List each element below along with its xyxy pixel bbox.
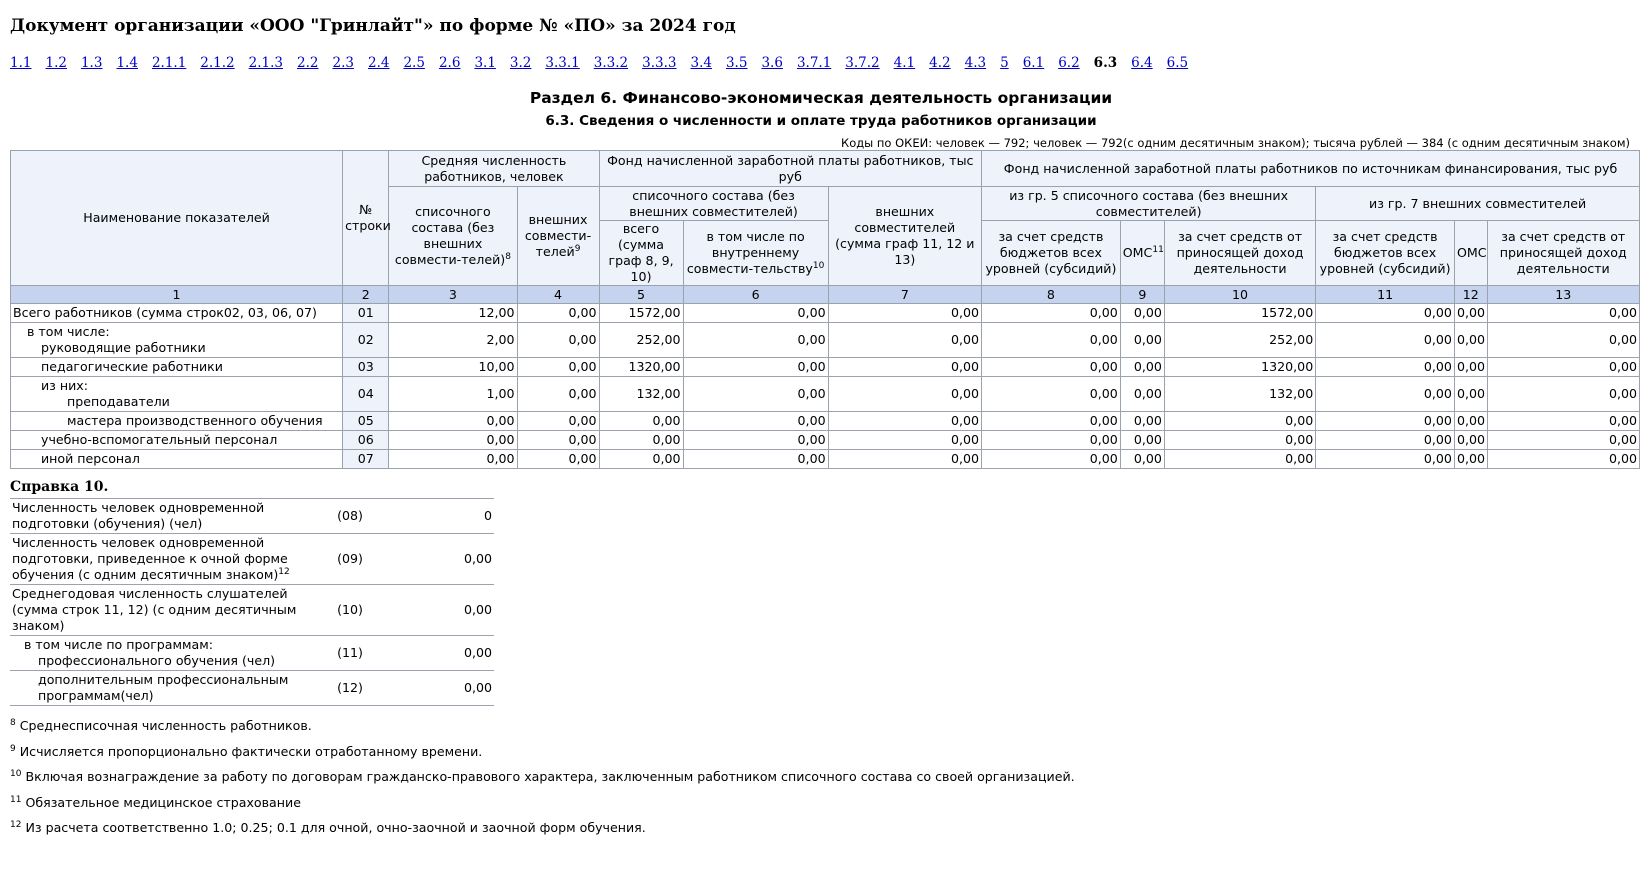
cell-value: 0,00: [1316, 412, 1455, 431]
cell-value: 0,00: [982, 323, 1121, 358]
cell-value: 0,00: [1454, 304, 1487, 323]
cell-value: 0,00: [1120, 450, 1164, 469]
column-number: 5: [599, 286, 683, 304]
cell-value: 0,00: [982, 412, 1121, 431]
cell-value: 0,00: [517, 412, 599, 431]
cell-value: 0,00: [1164, 412, 1315, 431]
reference-value: 0,00: [372, 671, 494, 706]
header-budget-5: за счет средств бюджетов всех уровней (субсидий): [982, 221, 1121, 286]
row-label-line: учебно-вспомогательный персонал: [41, 432, 278, 447]
cell-value: 0,00: [1120, 323, 1164, 358]
column-number: 7: [828, 286, 981, 304]
nav-link[interactable]: 2.3: [332, 55, 354, 71]
row-code: 07: [343, 450, 389, 469]
column-number: 3: [389, 286, 517, 304]
column-number: 12: [1454, 286, 1487, 304]
reference-label-line: Среднегодовая численность слушателей (сумма строк 11, 12) (с одним десятичным знаком): [12, 586, 297, 633]
cell-value: 0,00: [1454, 412, 1487, 431]
cell-value: 0,00: [1454, 358, 1487, 377]
table-row: [11, 304, 1640, 323]
cell-value: 0,00: [828, 377, 981, 412]
cell-value: 252,00: [1164, 323, 1315, 358]
reference-label-line: профессионального обучения (чел): [38, 653, 276, 668]
footnote: [10, 820, 646, 835]
row-code: 05: [343, 412, 389, 431]
header-fund-total: всего (сумма граф 8, 9, 10): [599, 221, 683, 286]
header-budget-7: за счет средств бюджетов всех уровней (субсидий): [1316, 221, 1455, 286]
row-label-line: иной персонал: [41, 451, 140, 466]
cell-value: 1320,00: [1164, 358, 1315, 377]
cell-value: 0,00: [599, 412, 683, 431]
table-row: [11, 431, 1640, 450]
column-number: 9: [1120, 286, 1164, 304]
reference-value: 0,00: [372, 534, 494, 585]
reference-label: [10, 585, 328, 636]
nav-link[interactable]: 1.4: [116, 55, 138, 71]
cell-value: 0,00: [1120, 412, 1164, 431]
cell-value: 0,00: [683, 304, 828, 323]
row-code: 04: [343, 377, 389, 412]
header-sources: Фонд начисленной заработной платы работников по источникам финансирования, тыс руб: [982, 151, 1640, 187]
column-number: 4: [517, 286, 599, 304]
cell-value: 0,00: [683, 431, 828, 450]
cell-value: 132,00: [599, 377, 683, 412]
row-code: 06: [343, 431, 389, 450]
header-name: Наименование показателей: [11, 151, 343, 286]
cell-value: 0,00: [1487, 412, 1639, 431]
cell-value: 0,00: [1487, 377, 1639, 412]
column-number: 6: [683, 286, 828, 304]
footnote-text: Включая вознаграждение за работу по договорам гражданско-правового характера, заключенным работником списочного состава со своей организацией.: [25, 769, 1075, 784]
cell-value: 0,00: [982, 450, 1121, 469]
staff-salary-table: [10, 150, 1640, 469]
reference-label-line: в том числе по программам:: [24, 637, 213, 652]
row-label-line: педагогические работники: [41, 359, 223, 374]
nav-link[interactable]: 2.1.1: [151, 55, 187, 71]
cell-value: 2,00: [389, 323, 517, 358]
reference-value: 0,00: [372, 636, 494, 671]
header-from-col5: из гр. 5 списочного состава (без внешних совместителей): [982, 187, 1316, 221]
header-fund-list: списочного состава (без внешних совместителей): [599, 187, 828, 221]
column-number: 2: [343, 286, 389, 304]
header-avg-count: Средняя численность работников, человек: [389, 151, 599, 187]
nav-link[interactable]: 4.2: [929, 55, 951, 71]
reference-code: (11): [328, 636, 372, 671]
cell-value: 0,00: [517, 304, 599, 323]
cell-value: 0,00: [982, 431, 1121, 450]
row-label-line: руководящие работники: [41, 340, 206, 355]
reference-label-line: дополнительным профессиональным программам(чел): [38, 672, 289, 703]
cell-value: 0,00: [1316, 304, 1455, 323]
footnote-text: Из расчета соответственно 1.0; 0.25; 0.1 для очной, очно-заочной и заочной форм обучения.: [25, 820, 646, 835]
reference-row: [10, 585, 494, 636]
table-row: [11, 377, 1640, 412]
cell-value: 0,00: [1120, 304, 1164, 323]
row-label-line: преподаватели: [67, 394, 170, 409]
row-code: 01: [343, 304, 389, 323]
cell-value: 0,00: [517, 358, 599, 377]
nav-link[interactable]: 3.7.2: [845, 55, 880, 71]
cell-value: 0,00: [1316, 323, 1455, 358]
header-oms-5: ОМС$^{11}$: [1120, 221, 1164, 286]
nav-link[interactable]: 3.6: [761, 55, 783, 71]
row-label-line: мастера производственного обучения: [67, 413, 323, 428]
cell-value: 0,00: [828, 450, 981, 469]
cell-value: 0,00: [1120, 377, 1164, 412]
header-income-5: за счет средств от приносящей доход деятельности: [1164, 221, 1315, 286]
nav-link[interactable]: 2.2: [297, 55, 319, 71]
cell-value: 0,00: [517, 377, 599, 412]
table-row: [11, 412, 1640, 431]
table-row: [11, 358, 1640, 377]
cell-value: 0,00: [828, 412, 981, 431]
footnote-number: 12: [10, 819, 22, 830]
cell-value: 0,00: [1316, 450, 1455, 469]
column-number: 8: [982, 286, 1121, 304]
reference-table: [10, 498, 494, 706]
header-income-7: за счет средств от приносящей доход деятельности: [1487, 221, 1639, 286]
cell-value: 0,00: [1316, 431, 1455, 450]
nav-link[interactable]: 3.7.1: [796, 55, 832, 71]
column-number: 11: [1316, 286, 1455, 304]
footnote: [10, 769, 1075, 784]
cell-value: 0,00: [982, 377, 1121, 412]
footnote: [10, 718, 312, 733]
nav-link[interactable]: 3.4: [690, 55, 712, 71]
cell-value: 0,00: [1120, 358, 1164, 377]
nav-link[interactable]: 4.3: [964, 55, 987, 71]
reference-code: (08): [328, 499, 372, 534]
nav-link[interactable]: 6.2: [1058, 55, 1080, 71]
footnote-number: 8: [10, 717, 16, 728]
reference-value: 0,00: [372, 585, 494, 636]
cell-value: 0,00: [683, 323, 828, 358]
cell-value: 0,00: [1164, 431, 1315, 450]
nav-link[interactable]: 1.3: [80, 55, 103, 71]
cell-value: 1572,00: [599, 304, 683, 323]
footnote-number: 10: [10, 768, 22, 779]
section-title: Раздел 6. Финансово-экономическая деятельность организации: [529, 89, 1113, 107]
nav-link[interactable]: 5: [1000, 55, 1009, 71]
cell-value: 0,00: [683, 450, 828, 469]
nav-link[interactable]: 3.3.3: [642, 55, 677, 71]
document-title: Документ организации «ООО "Гринлайт"» по форме № «ПО» за 2024 год: [10, 16, 736, 36]
footnote-number: 9: [10, 743, 16, 754]
row-code: 02: [343, 323, 389, 358]
reference-label: [10, 534, 328, 585]
header-fund-internal: в том числе по внутреннему совмести-тельству$^{10}$: [683, 221, 828, 286]
row-label-line: из них:: [41, 378, 88, 393]
cell-value: 0,00: [683, 358, 828, 377]
table-row: [11, 323, 1640, 358]
nav-link[interactable]: 2.4: [367, 55, 390, 71]
table-row: [11, 450, 1640, 469]
cell-value: 0,00: [389, 431, 517, 450]
cell-value: 0,00: [599, 431, 683, 450]
footnote: [10, 795, 301, 810]
reference-code: (09): [328, 534, 372, 585]
cell-value: 0,00: [1487, 323, 1639, 358]
reference-row: [10, 534, 494, 585]
nav-link[interactable]: 6.4: [1131, 55, 1153, 71]
header-fund: Фонд начисленной заработной платы работников, тыс руб: [599, 151, 982, 187]
cell-value: 0,00: [599, 450, 683, 469]
footnote-number: 11: [10, 794, 22, 805]
cell-value: 1572,00: [1164, 304, 1315, 323]
cell-value: 0,00: [1487, 358, 1639, 377]
cell-value: 0,00: [982, 304, 1121, 323]
nav-link[interactable]: 2.1.2: [200, 55, 235, 71]
header-external: внешних совмести-телей$^9$: [517, 187, 599, 286]
header-from-col7: из гр. 7 внешних совместителей: [1316, 187, 1640, 221]
nav-link[interactable]: 3.2: [509, 55, 532, 71]
row-label: [11, 323, 343, 358]
reference-label: [10, 499, 328, 534]
cell-value: 0,00: [1487, 431, 1639, 450]
nav-link[interactable]: 2.6: [438, 55, 461, 71]
section-navigation: [10, 55, 1202, 71]
cell-value: 0,00: [683, 412, 828, 431]
nav-link[interactable]: 2.1.3: [248, 55, 284, 71]
reference-label: [10, 636, 328, 671]
nav-link[interactable]: 1.2: [45, 55, 67, 71]
nav-link[interactable]: 2.5: [403, 55, 425, 71]
subsection-title: 6.3. Сведения о численности и оплате труда работников организации: [545, 113, 1097, 129]
nav-current-section: 6.3: [1093, 55, 1118, 71]
header-fund-external: внешних совместителей (сумма граф 11, 12 и 13): [828, 187, 981, 286]
reference-label-line: Численность человек одновременной подготовки, приведенное к очной форме обучения (с одним десятичным знаком): [12, 535, 288, 582]
column-number: 1: [11, 286, 343, 304]
row-code: 03: [343, 358, 389, 377]
column-number: 10: [1164, 286, 1315, 304]
cell-value: 0,00: [1487, 450, 1639, 469]
nav-link[interactable]: 6.5: [1166, 55, 1189, 71]
cell-value: 0,00: [1164, 450, 1315, 469]
footnote-text: Обязательное медицинское страхование: [25, 795, 301, 810]
cell-value: 12,00: [389, 304, 517, 323]
nav-link[interactable]: 6.1: [1022, 55, 1045, 71]
column-number: 13: [1487, 286, 1639, 304]
cell-value: 0,00: [1120, 431, 1164, 450]
okei-codes: Коды по ОКЕИ: человек — 792; человек — 792(с одним десятичным знаком); тысяча рублей — 384 (с одним десятичным знаком): [841, 136, 1630, 150]
cell-value: 0,00: [1316, 377, 1455, 412]
cell-value: 0,00: [828, 304, 981, 323]
row-label: [11, 450, 343, 469]
cell-value: 0,00: [517, 450, 599, 469]
cell-value: 0,00: [1454, 431, 1487, 450]
cell-value: 0,00: [828, 431, 981, 450]
row-label: [11, 431, 343, 450]
reference-label: [10, 671, 328, 706]
nav-link[interactable]: 4.1: [893, 55, 916, 71]
row-label: [11, 304, 343, 323]
cell-value: 0,00: [683, 377, 828, 412]
cell-value: 1320,00: [599, 358, 683, 377]
cell-value: 0,00: [1454, 450, 1487, 469]
cell-value: 0,00: [517, 431, 599, 450]
cell-value: 132,00: [1164, 377, 1315, 412]
header-list-staff: списочного состава (без внешних совмести-телей)$^8$: [389, 187, 517, 286]
cell-value: 0,00: [1487, 304, 1639, 323]
row-label: [11, 358, 343, 377]
nav-link[interactable]: 3.1: [474, 55, 496, 71]
nav-link[interactable]: 3.3.1: [545, 55, 580, 71]
cell-value: 10,00: [389, 358, 517, 377]
row-label-line: в том числе:: [27, 324, 110, 339]
cell-value: 0,00: [389, 450, 517, 469]
reference-row: [10, 636, 494, 671]
row-label-line: Всего работников (сумма строк02, 03, 06, 07): [13, 305, 317, 320]
footnote-text: Исчисляется пропорционально фактически отработанному времени.: [19, 744, 483, 759]
cell-value: 0,00: [517, 323, 599, 358]
reference-row: [10, 499, 494, 534]
row-label: [11, 377, 343, 412]
reference-code: (10): [328, 585, 372, 636]
nav-link[interactable]: 3.5: [725, 55, 748, 71]
footnote: [10, 744, 482, 759]
cell-value: 0,00: [389, 412, 517, 431]
cell-value: 0,00: [1316, 358, 1455, 377]
reference-code: (12): [328, 671, 372, 706]
reference-label-line: Численность человек одновременной подготовки (обучения) (чел): [12, 500, 265, 531]
footnote-marker: 12: [278, 566, 290, 577]
nav-link[interactable]: 3.3.2: [593, 55, 629, 71]
cell-value: 252,00: [599, 323, 683, 358]
cell-value: 0,00: [828, 358, 981, 377]
reference-row: [10, 671, 494, 706]
reference-value: 0: [372, 499, 494, 534]
cell-value: 0,00: [828, 323, 981, 358]
nav-link[interactable]: 1.1: [10, 55, 32, 71]
cell-value: 0,00: [982, 358, 1121, 377]
footnote-text: Среднесписочная численность работников.: [19, 718, 312, 733]
reference-title: Справка 10.: [10, 479, 109, 495]
cell-value: 0,00: [1454, 377, 1487, 412]
cell-value: 1,00: [389, 377, 517, 412]
cell-value: 0,00: [1454, 323, 1487, 358]
header-oms-7: ОМС: [1454, 221, 1487, 286]
row-label: [11, 412, 343, 431]
header-row-no: № строки: [343, 151, 389, 286]
